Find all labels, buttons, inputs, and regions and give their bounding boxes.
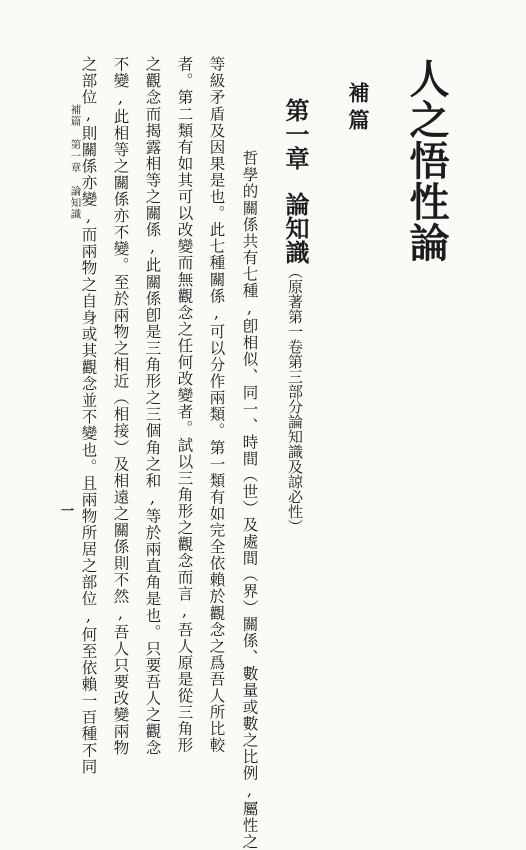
body-column-5: 不變,此相等之關係亦不變。至於兩物之相近（相接）及相遠之關係則不然,吾人只要改變兩物: [111, 56, 130, 757]
footer-section: 補篇: [69, 104, 82, 127]
chapter-title: 論知識: [281, 192, 310, 264]
body-column-3: 者。第二類有如其可以改變而無觀念之任何改變者。試以三角形之觀念而言,吾人原是從三角形: [175, 56, 194, 754]
chapter-number: 第一章: [281, 98, 310, 170]
page-number: 一: [61, 504, 75, 519]
book-title: 人之悟性論: [403, 58, 450, 263]
running-footer: [70, 104, 81, 220]
body-column-4: 之觀念而揭露相等之關係,此關係卽是三角形之三個角之和,等於兩直角是也。只要吾人之觀念: [143, 56, 162, 757]
footer-title: 論知識: [69, 185, 82, 220]
body-column-6: 之部位,則關係亦變,而兩物之自身或其觀念並不變也。且兩物所居之部位,何至依賴一百種不同: [79, 56, 98, 776]
section-heading: 補篇: [346, 82, 371, 136]
chapter-heading: [281, 98, 310, 534]
body-column-1: 哲學的關係共有七種,卽相似、同一、時間（世）及處間（界）關係、數量或數之比例,屬性之: [240, 150, 259, 850]
footer-chapter: 第一章: [69, 139, 82, 174]
body-column-2: 等級矛盾及因果是也。此七種關係,可以分作兩類。第一類有如完全依賴於觀念之爲吾人所比較: [207, 56, 226, 754]
chapter-subtitle: （原著第一卷第三部分論知識及諒必性）: [286, 264, 304, 534]
